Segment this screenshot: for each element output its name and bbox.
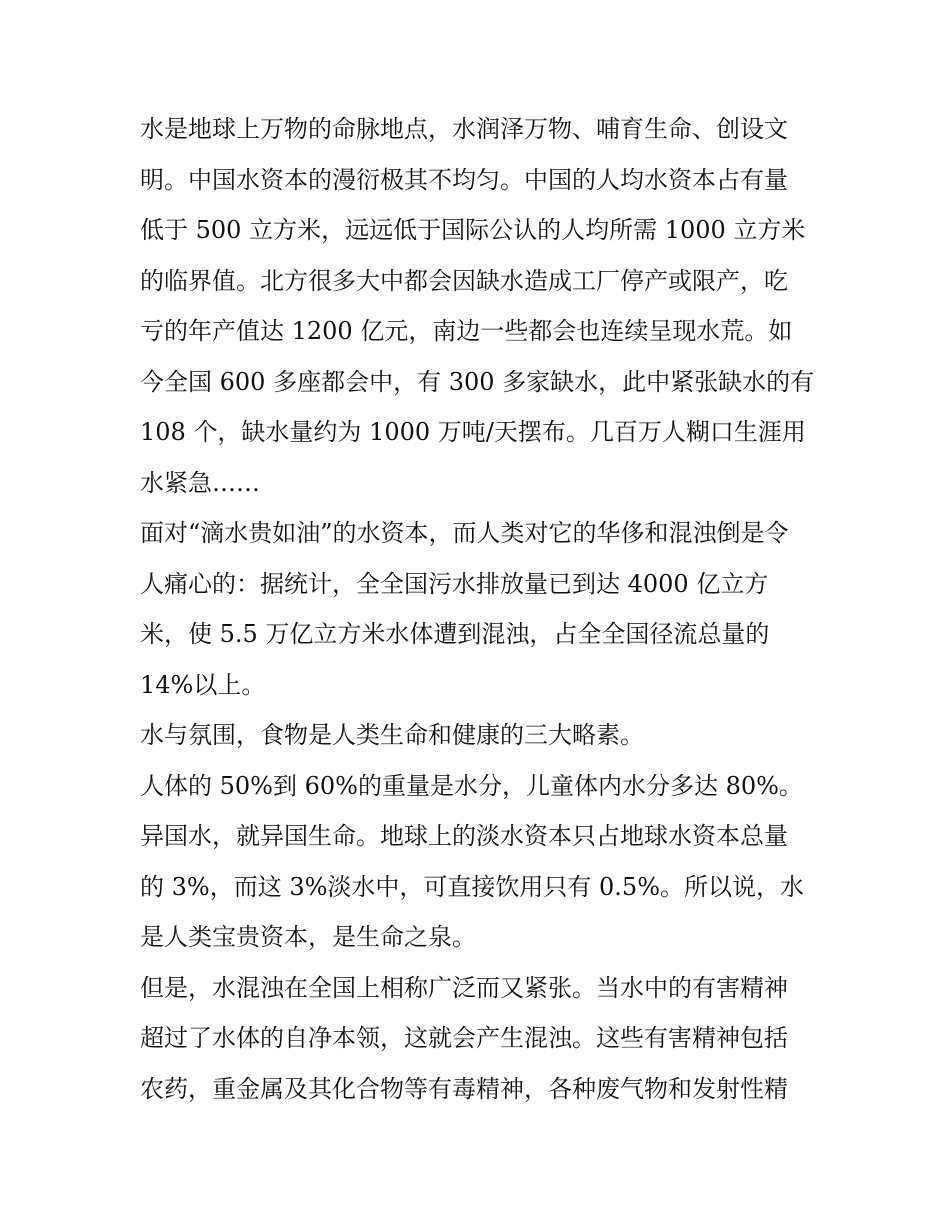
text-line: 水紧急……: [140, 468, 260, 497]
text-line: 农药，重金属及其化合物等有毒精神，各种废气物和发射性精: [140, 1074, 788, 1103]
text-line: 的 3%，而这 3%淡水中，可直接饮用只有 0.5%。所以说，水: [140, 872, 805, 901]
text-line: 明。中国水资本的漫衍极其不均匀。中国的人均水资本占有量: [140, 165, 788, 194]
text-line: 14%以上。: [140, 670, 266, 699]
text-line: 水是地球上万物的命脉地点，水润泽万物、哺育生命、创设文: [140, 115, 788, 143]
text-line: 今全国 600 多座都会中，有 300 多家缺水，此中紧张缺水的有: [140, 367, 815, 396]
text-line: 米，使 5.5 万亿立方米水体遭到混浊，占全全国径流总量的: [140, 620, 770, 648]
text-line: 人痛心的：据统计，全全国污水排放量已到达 4000 亿立方: [140, 569, 769, 598]
text-line: 异国水，就异国生命。地球上的淡水资本只占地球水资本总量: [140, 822, 788, 850]
text-line: 但是，水混浊在全国上相称广泛而又紧张。当水中的有害精神: [140, 973, 788, 1002]
text-line: 面对“滴水贵如油”的水资本，而人类对它的华侈和混浊倒是令: [140, 519, 789, 547]
text-line: 108 个，缺水量约为 1000 万吨/天摆布。几百万人糊口生涯用: [140, 418, 806, 446]
text-line: 的临界值。北方很多大中都会因缺水造成工厂停产或限产，吃: [140, 266, 788, 295]
text-line: 亏的年产值达 1200 亿元，南边一些都会也连续呈现水荒。如: [140, 317, 793, 345]
document-body: [140, 104, 820, 1114]
text-line: 是人类宝贵资本，是生命之泉。: [140, 923, 476, 951]
text-line: 超过了水体的自净本领，这就会产生混浊。这些有害精神包括: [140, 1024, 788, 1052]
text-line: 低于 500 立方米，远远低于国际公认的人均所需 1000 立方米: [140, 216, 806, 244]
text-line: 人体的 50%到 60%的重量是水分，儿童体内水分多达 80%。: [140, 771, 803, 800]
text-line: 水与氛围，食物是人类生命和健康的三大略素。: [140, 721, 644, 749]
